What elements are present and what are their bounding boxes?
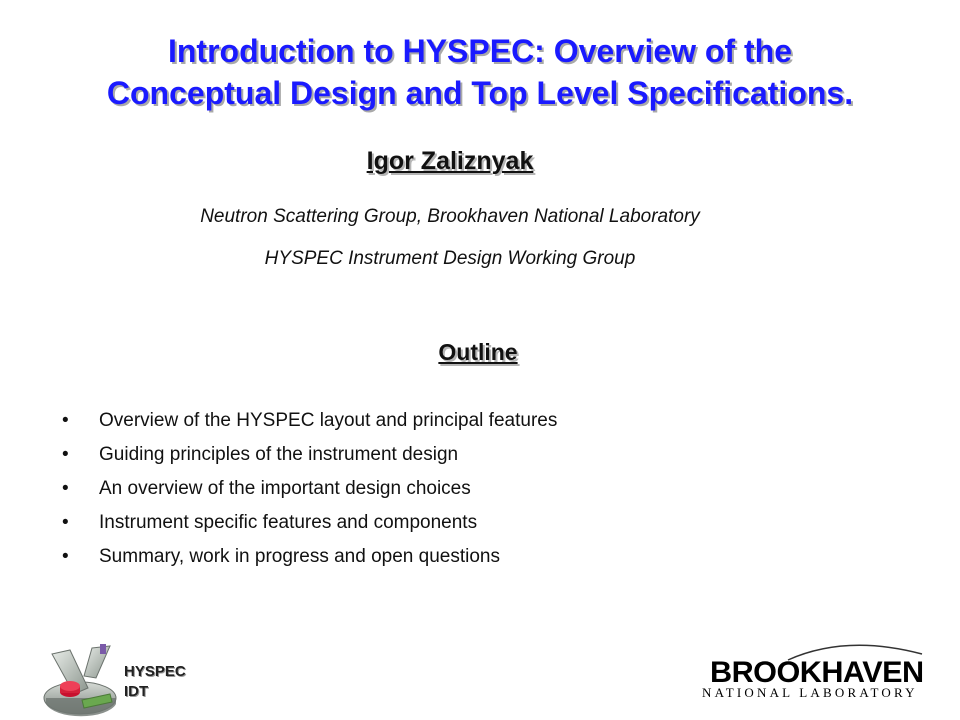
hyspec-logo-text xyxy=(124,662,186,702)
affiliation-line-2: HYSPEC Instrument Design Working Group xyxy=(264,248,636,269)
brookhaven-subtitle: NATIONAL LABORATORY xyxy=(702,685,918,700)
bullet-icon: • xyxy=(62,478,69,499)
list-item xyxy=(62,472,557,506)
list-item-text: Summary, work in progress and open questions xyxy=(99,546,500,567)
list-item-text: An overview of the important design choices xyxy=(99,478,471,499)
bullet-icon: • xyxy=(62,512,69,533)
list-item-text: Overview of the HYSPEC layout and principal features xyxy=(99,410,558,431)
brookhaven-name: BROOKHAVEN xyxy=(710,656,924,689)
list-item xyxy=(62,438,557,472)
outline-heading: Outline xyxy=(438,339,518,365)
slide-title-line-2: Conceptual Design and Top Level Specifications. xyxy=(106,75,854,111)
instrument-icon xyxy=(40,640,130,720)
list-item-text: Instrument specific features and components xyxy=(99,512,478,533)
list-item xyxy=(62,540,557,574)
hyspec-idt-logo xyxy=(40,640,220,720)
list-item xyxy=(62,506,557,540)
bullet-icon: • xyxy=(62,410,69,431)
hyspec-logo-line-1: HYSPEC xyxy=(124,663,186,680)
bullet-icon: • xyxy=(62,546,69,567)
slide-title xyxy=(0,30,960,114)
list-item-text: Guiding principles of the instrument design xyxy=(99,444,459,465)
author-name: Igor Zaliznyak xyxy=(366,147,534,175)
hyspec-logo-line-2: IDT xyxy=(124,683,149,700)
slide-title-line-1: Introduction to HYSPEC: Overview of the xyxy=(167,33,793,69)
brookhaven-logo xyxy=(696,656,926,706)
outline-list xyxy=(62,404,557,574)
bullet-icon: • xyxy=(62,444,69,465)
affiliation-line-1: Neutron Scattering Group, Brookhaven National Laboratory xyxy=(200,206,700,227)
list-item xyxy=(62,404,557,438)
